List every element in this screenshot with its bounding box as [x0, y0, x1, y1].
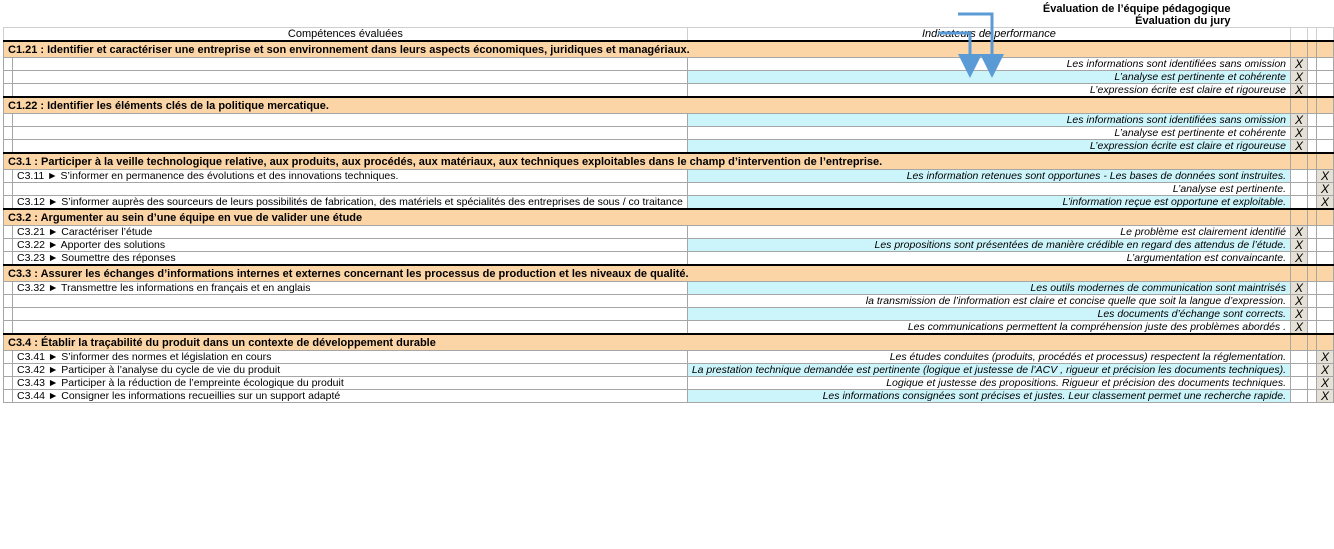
- blank-cell: [4, 170, 13, 183]
- team-evaluation-cell[interactable]: X: [1291, 239, 1308, 252]
- criterion-row: [4, 390, 1334, 403]
- indicators-column-header: Indicateurs de performance: [687, 28, 1290, 42]
- spacer-cell: [1308, 196, 1317, 210]
- section-pad-cell: [1308, 334, 1317, 351]
- jury-evaluation-cell[interactable]: [1317, 140, 1334, 154]
- jury-evaluation-cell[interactable]: [1317, 252, 1334, 266]
- team-evaluation-cell[interactable]: X: [1291, 140, 1308, 154]
- criterion-row: [4, 377, 1334, 390]
- competence-label: [13, 321, 688, 335]
- section-pad-cell: [1291, 334, 1308, 351]
- performance-indicator: Logique et justesse des propositions. Rigueur et précision des documents techniques.: [687, 377, 1290, 390]
- section-title: C1.22 : Identifier les éléments clés de la politique mercatique.: [4, 97, 1291, 114]
- spacer-cell: [1308, 239, 1317, 252]
- criterion-row: [4, 170, 1334, 183]
- spacer-cell: [1308, 71, 1317, 84]
- section-row: [4, 209, 1334, 226]
- blank-cell: [4, 351, 13, 364]
- performance-indicator: Les informations consignées sont précises et justes. Leur classement permet une recherche rapide.: [687, 390, 1290, 403]
- team-evaluation-cell[interactable]: X: [1291, 127, 1308, 140]
- team-evaluation-cell[interactable]: [1291, 196, 1308, 210]
- section-pad-cell: [1317, 97, 1334, 114]
- spacer-cell: [1308, 226, 1317, 239]
- section-pad-cell: [1291, 153, 1308, 170]
- performance-indicator: Les documents d’échange sont corrects.: [687, 308, 1290, 321]
- team-evaluation-cell[interactable]: [1291, 390, 1308, 403]
- section-title: C3.3 : Assurer les échanges d’informations internes et externes concernant les processus de production et les niveaux de qualité.: [4, 265, 1291, 282]
- section-pad-cell: [1291, 209, 1308, 226]
- team-evaluation-cell[interactable]: [1291, 377, 1308, 390]
- blank-cell: [4, 364, 13, 377]
- section-pad-cell: [1317, 41, 1334, 58]
- performance-indicator: Les propositions sont présentées de manière crédible en regard des attendus de l’étude.: [687, 239, 1290, 252]
- performance-indicator: La prestation technique demandée est pertinente (logique et justesse de l’ACV , rigueur et précision les documents techniques).: [687, 364, 1290, 377]
- performance-indicator: Les outils modernes de communication sont maintrisés: [687, 282, 1290, 295]
- performance-indicator: Les communications permettent la compréhension juste des problèmes abordés .: [687, 321, 1290, 335]
- section-title: C3.1 : Participer à la veille technologique relative, aux produits, aux procédés, aux matériaux, aux techniques exploitables dans le champ d’intervention de l’entreprise.: [4, 153, 1291, 170]
- spacer-cell: [1308, 58, 1317, 71]
- team-evaluation-cell[interactable]: X: [1291, 226, 1308, 239]
- section-row: [4, 153, 1334, 170]
- criterion-row: [4, 239, 1334, 252]
- team-evaluation-cell[interactable]: X: [1291, 58, 1308, 71]
- spacer-cell: [1308, 308, 1317, 321]
- jury-evaluation-cell[interactable]: X: [1317, 377, 1334, 390]
- performance-indicator: la transmission de l’information est claire et concise quelle que soit la langue d’expression.: [687, 295, 1290, 308]
- jury-evaluation-cell[interactable]: [1317, 282, 1334, 295]
- eval-team-heading: Évaluation de l’équipe pédagogique: [1042, 3, 1231, 15]
- blank-cell: [4, 114, 13, 127]
- blank-cell: [4, 226, 13, 239]
- team-evaluation-cell[interactable]: X: [1291, 282, 1308, 295]
- performance-indicator: L’analyse est pertinente.: [687, 183, 1290, 196]
- performance-indicator: L’argumentation est convaincante.: [687, 252, 1290, 266]
- team-arrow: [958, 14, 992, 66]
- jury-evaluation-cell[interactable]: [1317, 71, 1334, 84]
- team-evaluation-cell[interactable]: [1291, 183, 1308, 196]
- section-pad-cell: [1291, 97, 1308, 114]
- criterion-row: [4, 308, 1334, 321]
- blank-cell: [4, 140, 13, 154]
- spacer-cell: [1308, 390, 1317, 403]
- spacer-cell: [1308, 140, 1317, 154]
- spacer-cell: [1308, 377, 1317, 390]
- spacer-cell: [1308, 321, 1317, 335]
- competence-label: [13, 127, 688, 140]
- blank-cell: [4, 84, 13, 98]
- blank-cell: [4, 377, 13, 390]
- blank-cell: [4, 127, 13, 140]
- team-evaluation-cell[interactable]: X: [1291, 308, 1308, 321]
- jury-evaluation-cell[interactable]: X: [1317, 364, 1334, 377]
- criterion-row: [4, 226, 1334, 239]
- competence-label: [13, 295, 688, 308]
- jury-evaluation-cell[interactable]: [1317, 114, 1334, 127]
- jury-evaluation-cell[interactable]: [1317, 321, 1334, 335]
- team-evaluation-cell[interactable]: [1291, 170, 1308, 183]
- jury-evaluation-cell[interactable]: X: [1317, 170, 1334, 183]
- competence-label: [13, 183, 688, 196]
- team-evaluation-cell[interactable]: X: [1291, 295, 1308, 308]
- spacer-cell: [1308, 127, 1317, 140]
- section-title: C3.4 : Établir la traçabilité du produit dans un contexte de développement durable: [4, 334, 1291, 351]
- criterion-row: [4, 321, 1334, 335]
- jury-evaluation-cell[interactable]: X: [1317, 196, 1334, 210]
- competence-label: [13, 140, 688, 154]
- section-pad-cell: [1291, 265, 1308, 282]
- jury-evaluation-cell[interactable]: [1317, 239, 1334, 252]
- criterion-row: [4, 140, 1334, 154]
- criterion-row: [4, 127, 1334, 140]
- section-pad-cell: [1308, 41, 1317, 58]
- team-evaluation-cell[interactable]: X: [1291, 71, 1308, 84]
- jury-evaluation-cell[interactable]: [1317, 308, 1334, 321]
- criterion-row: [4, 84, 1334, 98]
- criterion-row: [4, 364, 1334, 377]
- competence-label: C3.42 ► Participer à l’analyse du cycle de vie du produit: [13, 364, 688, 377]
- jury-evaluation-cell[interactable]: [1317, 84, 1334, 98]
- jury-evaluation-cell[interactable]: [1317, 127, 1334, 140]
- section-pad-cell: [1291, 41, 1308, 58]
- section-pad-cell: [1308, 153, 1317, 170]
- criterion-row: [4, 351, 1334, 364]
- team-evaluation-cell[interactable]: [1291, 364, 1308, 377]
- performance-indicator: L’analyse est pertinente et cohérente: [687, 127, 1290, 140]
- criterion-row: [4, 252, 1334, 266]
- competence-label: C3.12 ► S’informer auprès des sourceurs de leurs possibilités de fabrication, des matériels et spécialités des entreprises de sous / co traitance: [13, 196, 688, 210]
- blank-cell: [4, 295, 13, 308]
- competence-label: C3.41 ► S’informer des normes et législation en cours: [13, 351, 688, 364]
- criterion-row: [4, 114, 1334, 127]
- team-evaluation-cell[interactable]: X: [1291, 252, 1308, 266]
- eval-jury-heading: Évaluation du jury: [1135, 15, 1231, 27]
- performance-indicator: Les informations sont identifiées sans omission: [687, 114, 1290, 127]
- blank-cell: [4, 196, 13, 210]
- criterion-row: [4, 295, 1334, 308]
- spacer-cell: [1308, 183, 1317, 196]
- criterion-row: [4, 282, 1334, 295]
- competence-label: [13, 114, 688, 127]
- competence-label: C3.22 ► Apporter des solutions: [13, 239, 688, 252]
- section-row: [4, 265, 1334, 282]
- spacer-cell: [1308, 351, 1317, 364]
- jury-evaluation-cell[interactable]: X: [1317, 183, 1334, 196]
- spacer-cell: [1308, 84, 1317, 98]
- criterion-row: [4, 196, 1334, 210]
- competences-column-header: Compétences évaluées: [4, 28, 688, 42]
- spacer-cell: [1308, 114, 1317, 127]
- section-title: C3.2 : Argumenter au sein d’une équipe en vue de valider une étude: [4, 209, 1291, 226]
- blank-cell: [4, 239, 13, 252]
- section-pad-cell: [1317, 209, 1334, 226]
- spacer-cell: [1308, 295, 1317, 308]
- blank-cell: [4, 183, 13, 196]
- performance-indicator: L’information reçue est opportune et exploitable.: [687, 196, 1290, 210]
- section-pad-cell: [1308, 209, 1317, 226]
- jury-evaluation-cell[interactable]: X: [1317, 351, 1334, 364]
- team-evaluation-cell[interactable]: X: [1291, 84, 1308, 98]
- column-arrows: [0, 0, 1008, 80]
- section-row: [4, 97, 1334, 114]
- spacer-cell: [1308, 252, 1317, 266]
- blank-cell: [4, 390, 13, 403]
- competence-label: [13, 84, 688, 98]
- jury-evaluation-cell[interactable]: [1317, 58, 1334, 71]
- section-title: C1.21 : Identifier et caractériser une entreprise et son environnement dans leurs aspects économiques, juridiques et managériaux.: [4, 41, 1291, 58]
- section-pad-cell: [1317, 265, 1334, 282]
- section-row: [4, 334, 1334, 351]
- jury-evaluation-cell[interactable]: [1317, 295, 1334, 308]
- blank-cell: [4, 308, 13, 321]
- jury-evaluation-cell[interactable]: X: [1317, 390, 1334, 403]
- competence-label: C3.21 ► Caractériser l’étude: [13, 226, 688, 239]
- spacer-cell: [1308, 170, 1317, 183]
- competence-label: C3.32 ► Transmettre les informations en français et en anglais: [13, 282, 688, 295]
- section-pad-cell: [1308, 97, 1317, 114]
- section-pad-cell: [1308, 265, 1317, 282]
- performance-indicator: Les information retenues sont opportunes - Les bases de données sont instruites.: [687, 170, 1290, 183]
- blank-cell: [4, 321, 13, 335]
- team-evaluation-cell[interactable]: X: [1291, 321, 1308, 335]
- competence-label: C3.23 ► Soumettre des réponses: [13, 252, 688, 266]
- performance-indicator: L’expression écrite est claire et rigoureuse: [687, 84, 1290, 98]
- performance-indicator: Les études conduites (produits, procédés et processus) respectent la réglementation.: [687, 351, 1290, 364]
- blank-cell: [4, 252, 13, 266]
- criterion-row: [4, 183, 1334, 196]
- blank-cell: [4, 282, 13, 295]
- team-evaluation-cell[interactable]: X: [1291, 114, 1308, 127]
- spacer-cell: [1308, 282, 1317, 295]
- team-evaluation-cell[interactable]: [1291, 351, 1308, 364]
- competence-label: [13, 308, 688, 321]
- performance-indicator: L’analyse est pertinente et cohérente: [687, 71, 1290, 84]
- competence-label: C3.44 ► Consigner les informations recueillies sur un support adapté: [13, 390, 688, 403]
- performance-indicator: Le problème est clairement identifié: [687, 226, 1290, 239]
- performance-indicator: Les informations sont identifiées sans omission: [687, 58, 1290, 71]
- jury-arrow: [938, 33, 970, 66]
- section-pad-cell: [1317, 153, 1334, 170]
- competence-label: C3.43 ► Participer à la réduction de l’empreinte écologique du produit: [13, 377, 688, 390]
- section-pad-cell: [1317, 334, 1334, 351]
- jury-evaluation-cell[interactable]: [1317, 226, 1334, 239]
- performance-indicator: L’expression écrite est claire et rigoureuse: [687, 140, 1290, 154]
- spacer-cell: [1308, 364, 1317, 377]
- competence-label: C3.11 ► S’informer en permanence des évolutions et des innovations techniques.: [13, 170, 688, 183]
